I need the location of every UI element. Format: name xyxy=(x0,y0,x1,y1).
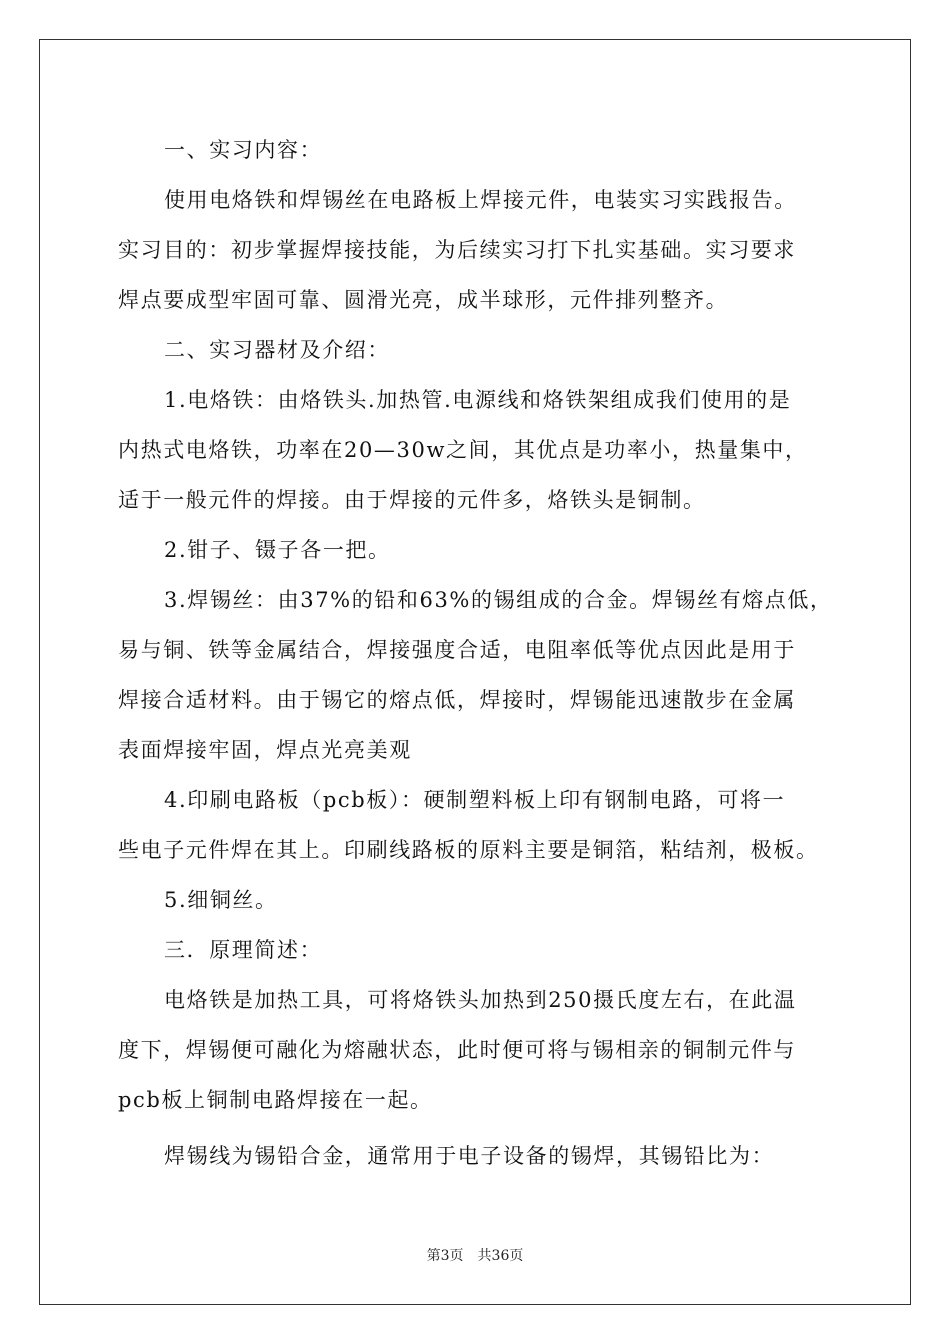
list-item-1: 1.电烙铁：由烙铁头.加热管.电源线和烙铁架组成我们使用的是 xyxy=(164,388,792,412)
list-item-4: 4.印刷电路板（pcb板）：硬制塑料板上印有钢制电路，可将一 xyxy=(164,788,786,812)
paragraph-line: 焊锡线为锡铅合金，通常用于电子设备的锡焊，其锡铅比为： xyxy=(164,1144,775,1168)
section-heading-3: 三．原理简述： xyxy=(164,938,323,962)
paragraph-line: 表面焊接牢固，焊点光亮美观 xyxy=(118,738,412,762)
paragraph-line: 易与铜、铁等金属结合，焊接强度合适，电阻率低等优点因此是用于 xyxy=(118,638,796,662)
document-body xyxy=(118,125,848,1181)
paragraph-line: 使用电烙铁和焊锡丝在电路板上焊接元件，电装实习实践报告。 xyxy=(164,188,797,212)
page-total: 共36页 xyxy=(477,1248,524,1264)
paragraph-line: 内热式电烙铁，功率在20—30w之间，其优点是功率小，热量集中， xyxy=(118,438,808,462)
paragraph-line: 度下，焊锡便可融化为熔融状态，此时便可将与锡相亲的铜制元件与 xyxy=(118,1038,796,1062)
section-heading-2: 二、实习器材及介绍： xyxy=(164,338,390,362)
paragraph-line: 些电子元件焊在其上。印刷线路板的原料主要是铜箔，粘结剂，极板。 xyxy=(118,838,819,862)
paragraph-line: 实习目的：初步掌握焊接技能，为后续实习打下扎实基础。实习要求 xyxy=(118,238,796,262)
page-number: 第3页 xyxy=(426,1248,464,1264)
paragraph-line: 焊点要成型牢固可靠、圆滑光亮，成半球形，元件排列整齐。 xyxy=(118,288,729,312)
section-heading-1: 一、实习内容： xyxy=(164,138,323,162)
list-item-5: 5.细铜丝。 xyxy=(164,888,278,912)
list-item-3: 3.焊锡丝：由37%的铅和63%的锡组成的合金。焊锡丝有熔点低， xyxy=(164,588,833,612)
paragraph-line: pcb板上铜制电路焊接在一起。 xyxy=(118,1088,433,1112)
paragraph-line: 适于一般元件的焊接。由于焊接的元件多，烙铁头是铜制。 xyxy=(118,488,706,512)
list-item-2: 2.钳子、镊子各一把。 xyxy=(164,538,391,562)
page-footer xyxy=(0,1245,950,1265)
paragraph-line: 焊接合适材料。由于锡它的熔点低，焊接时，焊锡能迅速散步在金属 xyxy=(118,688,796,712)
paragraph-line: 电烙铁是加热工具，可将烙铁头加热到250摄氏度左右，在此温 xyxy=(164,988,797,1012)
